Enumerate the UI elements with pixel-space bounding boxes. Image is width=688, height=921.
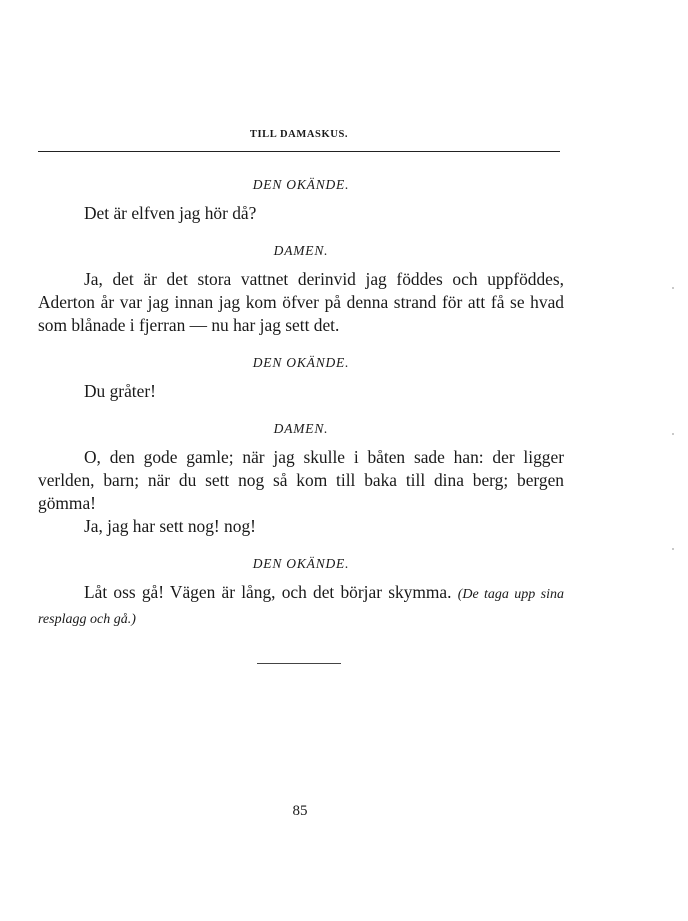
header-rule [38, 151, 560, 152]
speaker-name: DEN OKÄNDE. [252, 177, 350, 192]
dialogue-block [38, 176, 564, 225]
stage-direction: (De taga upp sina resplagg och gå.) [38, 587, 564, 627]
dialogue-block [38, 354, 564, 403]
play-text [38, 176, 564, 648]
speech-line: Det är elfven jag hör då? [84, 203, 257, 223]
speaker-name: DEN OKÄNDE. [252, 355, 350, 370]
speech-line: O, den gode gamle; när jag skulle i båten sade han: der ligger verlden, barn; när du sett nog så kom till baka till dina berg; bergen gömma! [38, 447, 564, 513]
speech-line: Du gråter! [84, 381, 156, 401]
speech-text: Låt oss gå! Vägen är lång, och det börjar skymma. [84, 582, 452, 602]
speaker-name: DEN OKÄNDE. [252, 556, 350, 571]
speech-line: Ja, jag har sett nog! nog! [84, 516, 256, 536]
speech-line: Ja, det är det stora vattnet derinvid jag föddes och uppföddes, Aderton år var jag innan jag kom öfver på denna strand för att få se hvad som blånade i fjerran — nu har jag sett det. [38, 269, 564, 335]
page-number: 85 [292, 803, 308, 819]
margin-speck [672, 548, 674, 550]
dialogue-block [38, 420, 564, 538]
margin-speck [672, 433, 674, 435]
dialogue-block [38, 555, 564, 631]
speech-line [38, 581, 564, 631]
end-rule [257, 663, 341, 664]
speaker-name: DAMEN. [273, 243, 329, 258]
dialogue-block [38, 242, 564, 337]
speaker-name: DAMEN. [273, 421, 329, 436]
running-title: TILL DAMASKUS. [249, 129, 349, 140]
margin-speck [672, 287, 674, 289]
